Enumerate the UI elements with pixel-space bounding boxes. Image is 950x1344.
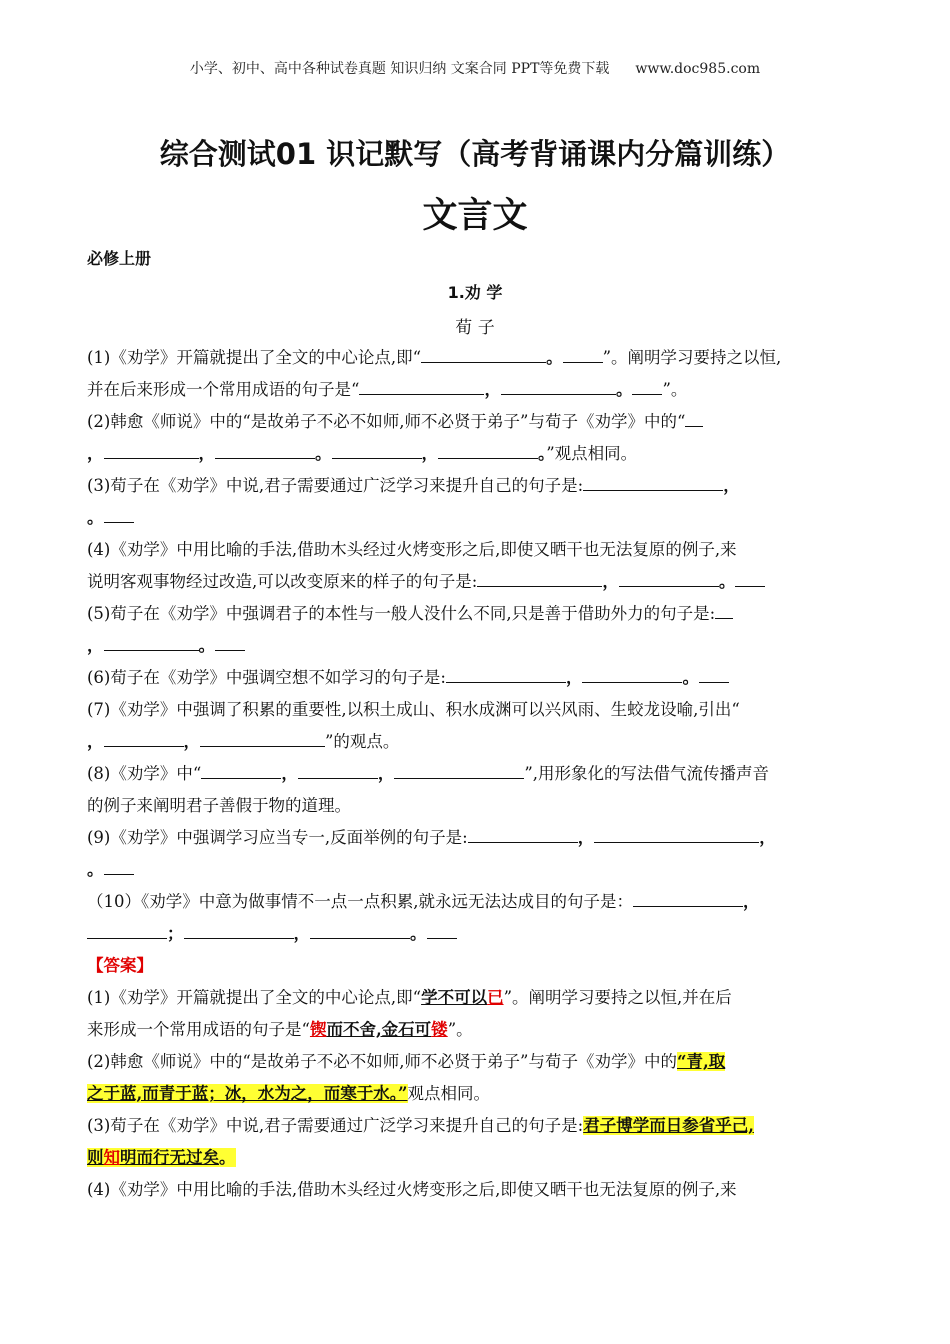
answer-blank[interactable]: [583, 470, 723, 491]
page-header: [0, 58, 950, 78]
question-7: (7)《劝学》中强调了积累的重要性,以积土成山、积水成渊可以兴风雨、生蛟龙设喻,引出“: [87, 700, 740, 719]
answer-2: (2)韩愈《师说》中的“是故弟子不必不如师,师不必贤于弟子”与荀子《劝学》中的“青,取: [87, 1052, 726, 1071]
question-2-cont: ， ， 。 ， 。”观点相同。: [87, 438, 865, 470]
answer-blank[interactable]: [633, 886, 743, 907]
answer-blank[interactable]: [685, 406, 703, 427]
answer-blank[interactable]: [310, 918, 410, 939]
answer-blank[interactable]: [699, 662, 729, 683]
answer-blank[interactable]: [200, 726, 325, 747]
answer-blank[interactable]: [298, 758, 378, 779]
answer-blank[interactable]: [104, 502, 134, 523]
question-8: (8)《劝学》中“ ， ， ”,用形象化的写法借气流传播声音: [87, 758, 865, 790]
answer-blank[interactable]: [468, 822, 578, 843]
answer-3: (3)荀子在《劝学》中说,君子需要通过广泛学习来提升自己的句子是:君子博学而日参省乎己,: [87, 1116, 754, 1135]
question-2: (2)韩愈《师说》中的“是故弟子不必不如师,师不必贤于弟子”与荀子《劝学》中的“: [87, 406, 865, 438]
question-3-cont: 。: [87, 502, 865, 534]
question-4-cont: 说明客观事物经过改造,可以改变原来的样子的句子是: ， 。: [87, 566, 865, 598]
question-4: (4)《劝学》中用比喻的手法,借助木头经过火烤变形之后,即使又晒干也无法复原的例子,来: [87, 540, 737, 559]
answer-blank[interactable]: [215, 438, 315, 459]
answer-blank[interactable]: [104, 630, 199, 651]
answer-tag: 【答案】: [87, 956, 153, 975]
answer-3-cont: 则知明而行无过矣。: [87, 1148, 236, 1167]
answer-blank[interactable]: [477, 566, 602, 587]
question-body: [87, 342, 865, 1206]
question-7-cont: ， ， ”的观点。: [87, 726, 865, 758]
answer-2-cont: 之于蓝,而青于蓝；冰，水为之，而寒于水。”观点相同。: [87, 1084, 490, 1103]
header-text: 小学、初中、高中各种试卷真题 知识归纳 文案合同 PPT等免费下载: [189, 61, 610, 77]
answer-blank[interactable]: [87, 918, 167, 939]
answer-blank[interactable]: [104, 726, 184, 747]
answer-blank[interactable]: [104, 438, 199, 459]
answer-blank[interactable]: [715, 598, 733, 619]
question-1: (1)《劝学》开篇就提出了全文的中心论点,即“ 。 ”。阐明学习要持之以恒,: [87, 342, 865, 374]
answer-1-cont: 来形成一个常用成语的句子是“锲而不舍,金石可镂”。: [87, 1020, 473, 1039]
question-8-cont: 的例子来阐明君子善假于物的道理。: [87, 796, 351, 815]
passage-author: 荀 子: [455, 318, 495, 338]
answer-blank[interactable]: [359, 374, 484, 395]
answer-4: (4)《劝学》中用比喻的手法,借助木头经过火烤变形之后,即使又晒干也无法复原的例子,来: [87, 1180, 737, 1199]
section-label: 必修上册: [87, 249, 152, 268]
header-url[interactable]: www.doc985.com: [635, 61, 761, 77]
page-subtitle: 文言文: [422, 196, 528, 236]
page-title: 综合测试01 识记默写（高考背诵课内分篇训练）: [159, 137, 791, 171]
answer-blank[interactable]: [215, 630, 245, 651]
answer-blank[interactable]: [427, 918, 457, 939]
answer-blank[interactable]: [446, 662, 566, 683]
answer-blank[interactable]: [421, 342, 546, 363]
answer-blank[interactable]: [104, 854, 134, 875]
question-6: (6)荀子在《劝学》中强调空想不如学习的句子是: ， 。: [87, 662, 865, 694]
question-10-cont: ； ， 。: [87, 918, 865, 950]
question-1-cont: 并在后来形成一个常用成语的句子是“ ， 。 ”。: [87, 374, 865, 406]
answer-blank[interactable]: [438, 438, 538, 459]
answer-blank[interactable]: [582, 662, 682, 683]
answer-blank[interactable]: [735, 566, 765, 587]
answer-blank[interactable]: [332, 438, 422, 459]
question-10: （10）《劝学》中意为做事情不一点一点积累,就永远无法达成目的句子是： ，: [87, 886, 865, 918]
passage-title: 1.劝 学: [447, 283, 503, 302]
question-9-cont: 。: [87, 854, 865, 886]
question-9: (9)《劝学》中强调学习应当专一,反面举例的句子是: ， ，: [87, 822, 865, 854]
answer-blank[interactable]: [632, 374, 662, 395]
answer-blank[interactable]: [501, 374, 616, 395]
answer-blank[interactable]: [594, 822, 759, 843]
question-5-cont: ， 。: [87, 630, 865, 662]
question-5: (5)荀子在《劝学》中强调君子的本性与一般人没什么不同,只是善于借助外力的句子是:: [87, 598, 865, 630]
question-3: (3)荀子在《劝学》中说,君子需要通过广泛学习来提升自己的句子是: ，: [87, 470, 865, 502]
answer-blank[interactable]: [394, 758, 524, 779]
answer-blank[interactable]: [201, 758, 281, 779]
answer-blank[interactable]: [563, 342, 603, 363]
answer-blank[interactable]: [184, 918, 294, 939]
answer-blank[interactable]: [619, 566, 719, 587]
answer-1: (1)《劝学》开篇就提出了全文的中心论点,即“学不可以已”。阐明学习要持之以恒,并在后: [87, 988, 732, 1007]
